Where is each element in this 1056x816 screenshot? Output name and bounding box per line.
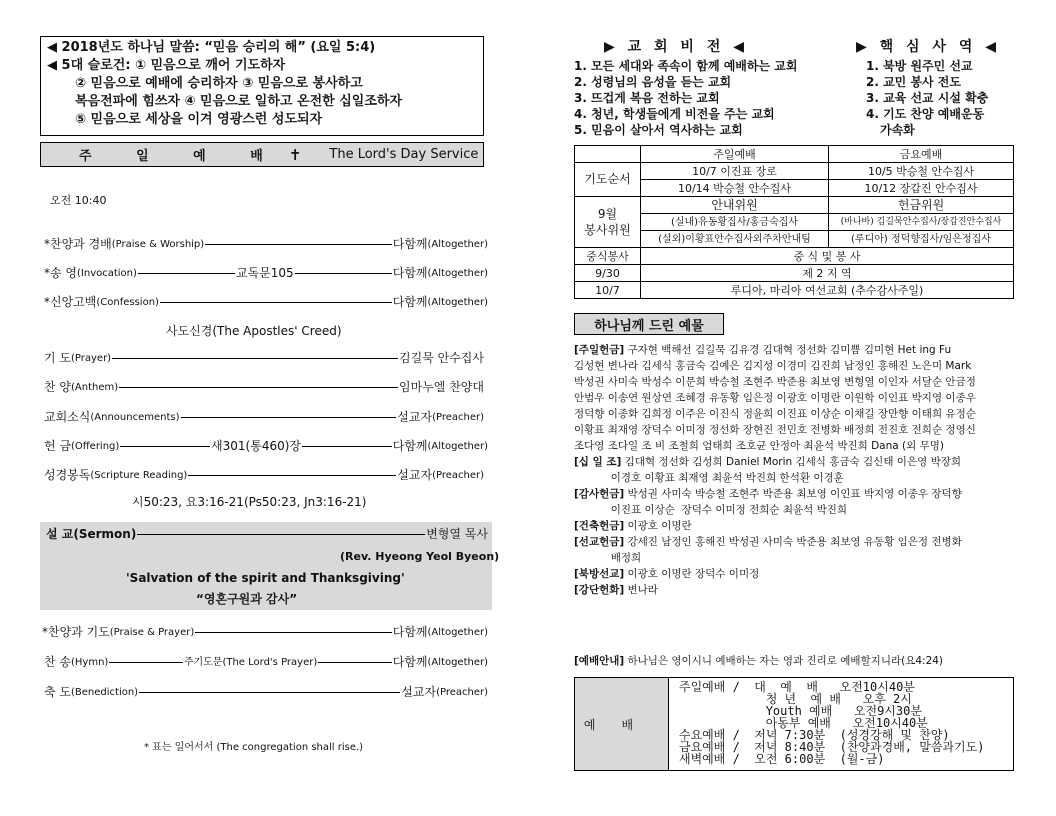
order-row <box>44 410 484 425</box>
slogan-line: 복음전파에 힘쓰자 ④ 믿음으로 일하고 온전한 십일조하자 <box>75 94 402 109</box>
usher-header: 안내위원 <box>641 197 829 214</box>
order-performer: 다함께 <box>392 266 428 280</box>
order-label: *송 영 <box>44 266 77 280</box>
order-row <box>44 295 488 310</box>
header-friday: 금요예배 <box>829 146 1014 163</box>
order-label-en: (Hymn) <box>71 657 109 668</box>
footnote: * 표는 일어서서 (The congregation shall rise.) <box>144 742 364 753</box>
scripture-ref: 시50:23, 요3:16-21(Ps50:23, Jn3:16-21) <box>132 495 367 509</box>
order-label-en: (Invocation) <box>77 268 137 279</box>
order-row <box>44 237 488 252</box>
offering-line: [건축헌금] 이광호 이명란 <box>574 520 692 532</box>
order-label-en: (Praise & Worship) <box>111 239 205 250</box>
order-performer-en: (Altogether) <box>427 657 488 668</box>
worship-times-box <box>574 677 1014 771</box>
offering-line: 조다영 조다일 조 비 조철희 엄태희 조호균 안정아 최윤석 박진희 Dana (외 무명) <box>574 440 944 452</box>
offering-line: [북방선교] 이광호 이명란 장덕수 이미정 <box>574 568 760 580</box>
order-performer: 다함께 <box>392 237 428 251</box>
prayer-sun: 10/7 이진표 장로 <box>641 163 829 180</box>
service-title-bar <box>40 142 484 167</box>
lunch-value: 제 2 지 역 <box>641 265 1014 282</box>
leader-line <box>120 446 210 447</box>
offering-line: 정덕향 이종화 김희정 이주은 이진식 정윤희 이진표 이상순 이채길 장만향 이태희 유정순 <box>574 408 976 420</box>
order-middle: 새301(통460)장 <box>211 439 301 453</box>
offering-line: [강단헌화] 변나라 <box>574 584 658 596</box>
order-performer-en: (Preacher) <box>432 412 484 423</box>
leader-line <box>160 302 392 303</box>
leader-line <box>137 534 425 535</box>
time-row: 아동부 예배 오전10시40분 <box>679 716 928 730</box>
vision-title: ▶ 교 회 비 전 ◀ <box>604 39 748 55</box>
order-row <box>44 439 488 454</box>
lunch-label: 중식봉사 <box>575 248 641 265</box>
order-label: *찬양과 기도 <box>42 625 110 639</box>
order-performer-en: (Altogether) <box>427 239 488 250</box>
vision-item: 3. 뜨겁게 복음 전하는 교회 <box>574 91 720 105</box>
leader-line <box>109 662 182 663</box>
slogan-line: ⑤ 믿음으로 세상을 이겨 영광스런 성도되자 <box>75 112 323 127</box>
order-performer: 다함께 <box>392 625 428 639</box>
service-title-en: The Lord's Day Service <box>329 147 479 162</box>
vision-item: 4. 청년, 학생들에게 비전을 주는 교회 <box>574 107 775 121</box>
prayer-label: 기도순서 <box>575 163 641 197</box>
month: 9월 <box>597 207 618 221</box>
serve-label <box>575 197 641 248</box>
leader-line <box>318 662 391 663</box>
ministry-item: 2. 교민 봉사 전도 <box>866 75 961 89</box>
leader-line <box>181 417 397 418</box>
order-performer: 다함께 <box>392 295 428 309</box>
lunch-value: 루디아, 마리아 여선교회 (추수감사주일) <box>641 282 1014 299</box>
vision-item: 5. 믿음이 살아서 역사하는 교회 <box>574 123 743 137</box>
order-performer: 임마누엘 찬양대 <box>399 380 484 394</box>
order-label-en: (Praise & Prayer) <box>109 627 195 638</box>
offering-line: 박성권 사미숙 박성수 이문희 박승철 조현주 박준용 최보영 변형열 이인자 서달순 안금정 <box>574 376 976 388</box>
time-row: 주일예배 / 대 예 배 오전10시40분 <box>679 680 915 694</box>
prayer-fri: 10/5 박승철 안수집사 <box>829 163 1014 180</box>
leader-line <box>188 475 396 476</box>
motto-box <box>40 36 484 136</box>
order-performer-en: (Preacher) <box>436 687 488 698</box>
ministry-item: 1. 북방 원주민 선교 <box>866 59 973 73</box>
order-label-en: (Scripture Reading) <box>90 470 188 481</box>
worship-times-list <box>679 681 984 765</box>
time-row: 수요예배 / 저녁 7:30분 (성경강해 및 찬양) <box>679 728 950 742</box>
offering-cell: (루디아) 정덕향집사/임은정집사 <box>829 231 1014 248</box>
ministry-item: 3. 교육 선교 시설 확충 <box>866 91 989 105</box>
leader-line <box>139 692 400 693</box>
order-performer-en: (Preacher) <box>432 470 484 481</box>
time-row: 금요예배 / 저녁 8:40분 (찬양과경배, 말씀과기도) <box>679 740 985 754</box>
offering-list <box>574 342 1014 598</box>
sermon-title-en: 'Salvation of the spirit and Thanksgiving' <box>126 571 405 585</box>
offering-cell: (바나바) 김길묵안수집사/장갑진안수집사 <box>829 214 1014 231</box>
offering-line: [십 일 조] 김대혁 정선화 김성희 Daniel Morin 김세식 홍금숙 김신태 이은영 박장희 <box>574 456 961 468</box>
leader-line <box>295 273 392 274</box>
order-performer-en: (Altogether) <box>427 297 488 308</box>
offering-line: [선교헌금] 강세진 남정인 홍해진 박성권 사미숙 박준용 최보영 유동황 임은정 전병화 <box>574 536 962 548</box>
time-row: 청 년 예 배 오후 2시 <box>679 692 912 706</box>
leader-line <box>119 387 398 388</box>
service-title-kr: 주 일 예 배 <box>79 149 283 164</box>
usher-cell: (실외)이황표안수집사외주차안내팀 <box>641 231 829 248</box>
sermon-preacher: 변형열 목사 <box>426 527 488 541</box>
order-label: 찬 송 <box>44 655 71 669</box>
year-word: ◀ 2018년도 하나님 말씀: “믿음 승리의 해” (요일 5:4) <box>47 40 376 55</box>
leader-line <box>138 273 235 274</box>
offering-title: 하나님께 드린 예물 <box>574 313 724 335</box>
order-label-en: (Announcements) <box>90 412 180 423</box>
leader-line <box>205 244 392 245</box>
order-row <box>44 685 488 700</box>
order-performer: 설교자 <box>397 410 433 424</box>
slogan-title: ◀ 5대 슬로건: ① 믿음으로 깨어 기도하자 <box>47 58 286 73</box>
slogan-line: ② 믿음으로 예배에 승리하자 ③ 믿음으로 봉사하고 <box>75 76 363 91</box>
order-performer: 김길묵 안수집사 <box>399 351 484 365</box>
order-row <box>44 380 484 395</box>
order-performer: 다함께 <box>392 439 428 453</box>
worship-times-label: 예배 <box>575 678 669 770</box>
order-label: *신앙고백 <box>44 295 97 309</box>
offering-line: 이경호 이황표 최재영 최윤석 박진희 한석환 이경훈 <box>574 472 844 484</box>
offering-line: [감사헌금] 박성권 사미숙 박승철 조현주 박준용 최보영 이인표 박지영 이종우 장덕향 <box>574 488 962 500</box>
ministry-title: ▶ 핵 심 사 역 ◀ <box>856 39 1000 55</box>
order-row <box>44 468 484 483</box>
order-label-en: (Anthem) <box>71 382 119 393</box>
creed: 사도신경(The Apostles' Creed) <box>166 324 342 338</box>
service-time: 오전 10:40 <box>50 194 107 207</box>
prayer-sun: 10/14 박승철 안수집사 <box>641 180 829 197</box>
vision-list <box>574 58 797 138</box>
order-label: 헌 금 <box>44 439 71 453</box>
order-performer-en: (Altogether) <box>427 268 488 279</box>
order-label: 찬 양 <box>44 380 71 394</box>
lunch-header: 중 식 및 봉 사 <box>641 248 1014 265</box>
ministry-list <box>866 58 988 138</box>
order-middle: 주기도문(The Lord's Prayer) <box>183 657 318 668</box>
offering-line: 이진표 이상순 장덕수 이미정 전희순 최윤석 박진희 <box>574 504 848 516</box>
order-performer: 설교자 <box>401 685 437 699</box>
ministry-item: 4. 기도 찬양 예배운동 <box>866 107 985 121</box>
duty-table <box>574 145 1014 299</box>
order-label: 교회소식 <box>44 410 91 424</box>
order-label-en: (Benediction) <box>71 687 139 698</box>
lunch-date: 9/30 <box>575 265 641 282</box>
cross-icon: ✝ <box>288 145 302 164</box>
vision-item: 1. 모든 세대와 족속이 함께 예배하는 교회 <box>574 59 798 73</box>
order-performer-en: (Altogether) <box>427 441 489 452</box>
header-sunday: 주일예배 <box>641 146 829 163</box>
sermon-preacher-en: (Rev. Hyeong Yeol Byeon) <box>340 550 500 563</box>
order-label: 기 도 <box>44 351 71 365</box>
sermon-label: 설 교(Sermon) <box>46 527 137 541</box>
time-row: 새벽예배 / 오전 6:00분 (월-금) <box>679 752 885 766</box>
order-label-en: (Confession) <box>96 297 159 308</box>
worship-notice: [예배안내] 하나님은 영이시니 예배하는 자는 영과 진리로 예배할지니라(요4:24) <box>574 655 944 667</box>
order-label: 축 도 <box>44 685 71 699</box>
sermon-title-kr: “영혼구원과 감사” <box>196 592 298 606</box>
prayer-fri: 10/12 장갑진 안수집사 <box>829 180 1014 197</box>
order-performer: 설교자 <box>397 468 433 482</box>
order-middle: 교독문105 <box>235 266 294 280</box>
order-performer-en: (Altogether) <box>427 627 488 638</box>
order-row <box>44 351 484 366</box>
offering-line: 배정희 <box>574 552 642 564</box>
leader-line <box>302 446 392 447</box>
leader-line <box>112 358 398 359</box>
lunch-date: 10/7 <box>575 282 641 299</box>
ministry-item: 가속화 <box>880 123 915 137</box>
order-label: 성경봉독 <box>44 468 91 482</box>
order-label-en: (Prayer) <box>71 353 112 364</box>
order-row <box>44 655 488 670</box>
offering-line: 이황표 최재영 장덕수 이미정 정선화 장현진 전민호 전병화 배정희 전진호 전희순 정영신 <box>574 424 976 436</box>
order-row <box>44 266 488 281</box>
order-label: *찬양과 경배 <box>44 237 112 251</box>
leader-line <box>195 632 391 633</box>
offering-header: 헌금위원 <box>829 197 1014 214</box>
time-row: Youth 예배 오전9시30분 <box>679 704 922 718</box>
order-row <box>42 625 488 640</box>
serve-committee-label: 봉사위원 <box>584 223 631 237</box>
sermon-row <box>46 527 488 542</box>
offering-line: 안범우 이송연 원상연 조혜경 유동황 임은정 이광호 이명란 이원학 이인표 박지영 이종우 <box>574 392 976 404</box>
order-label-en: (Offering) <box>71 441 120 452</box>
usher-cell: (실내)유동황집사/홍금숙집사 <box>641 214 829 231</box>
offering-line: [주일헌금] 구자현 백해선 김길묵 김유경 김대혁 정선화 김미쁨 김미현 Het ing Fu <box>574 344 952 356</box>
offering-line: 김성현 변나라 김세식 홍금숙 김예은 김지성 이경미 김진희 남정인 홍해진 노은미 Mark <box>574 360 972 372</box>
vision-item: 2. 성령님의 음성을 듣는 교회 <box>574 75 732 89</box>
order-performer: 다함께 <box>392 655 428 669</box>
